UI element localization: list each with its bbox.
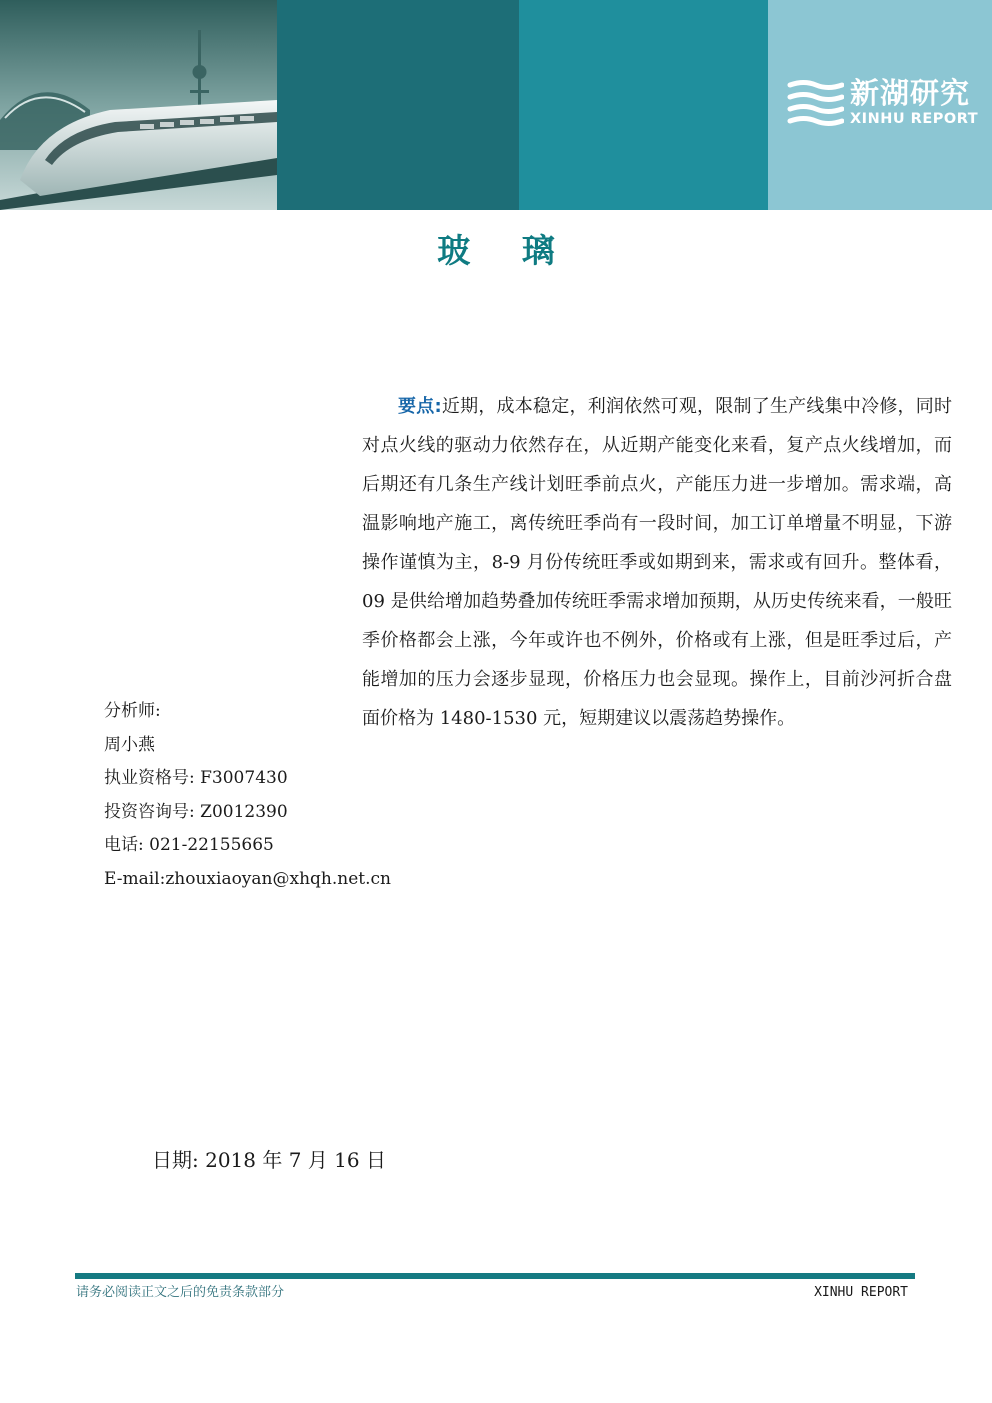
report-date: 日期: 2018 年 7 月 16 日 <box>152 1148 386 1172</box>
xinhu-logo <box>786 76 986 130</box>
footer-disclaimer: 请务必阅读正文之后的免责条款部分 <box>76 1285 285 1300</box>
summary-paragraph <box>362 387 952 738</box>
footer-divider <box>75 1273 915 1279</box>
analyst-name: 周小燕 <box>104 734 155 755</box>
summary-body: 近期，成本稳定，利润依然可观，限制了生产线集中冷修，同时对点火线的驱动力依然存在，从近期产能变化来看，复产点火线增加，而后期还有几条生产线计划旺季前点火，产能压力进一步增加。需求端，高温影响地产施工，离传统旺季尚有一段时间，加工订单增量不明显，下游操作谨慎为主，8-9 月份传统旺季或如期到来，需求或有回升。整体看，09 是供给增加趋势叠加传统旺季需求增加预期，从历史传统来看，一般旺季价格都会上涨，今年或许也不例外，价格或有上涨，但是旺季过后，产能增加的压力会逐步显现，价格压力也会显现。操作上，目前沙河折合盘面价格为 1480-1530 元，短期建议以震荡趋势操作。 <box>362 396 952 729</box>
header-photo <box>0 0 277 210</box>
analyst-phone: 电话: 021-22155665 <box>104 835 274 855</box>
analyst-label: 分析师: <box>104 701 161 721</box>
logo-chinese-name: 新湖研究 <box>850 76 971 110</box>
header-band-dark <box>277 0 519 210</box>
analyst-license: 执业资格号: F3007430 <box>104 768 288 788</box>
maglev-train-skyline-image <box>0 0 277 210</box>
footer-brand: XINHU REPORT <box>814 1285 908 1300</box>
summary-lead-label: 要点: <box>398 396 442 417</box>
document-title: 玻 璃 <box>437 231 575 270</box>
analyst-advisory-number: 投资咨询号: Z0012390 <box>104 801 288 822</box>
analyst-info <box>104 695 391 896</box>
logo-english-name: XINHU REPORT <box>850 111 979 127</box>
header-banner <box>0 0 992 210</box>
wave-lines-logo-icon <box>786 78 844 128</box>
header-band-mid <box>519 0 768 210</box>
analyst-email: E-mail:zhouxiaoyan@xhqh.net.cn <box>104 868 391 889</box>
